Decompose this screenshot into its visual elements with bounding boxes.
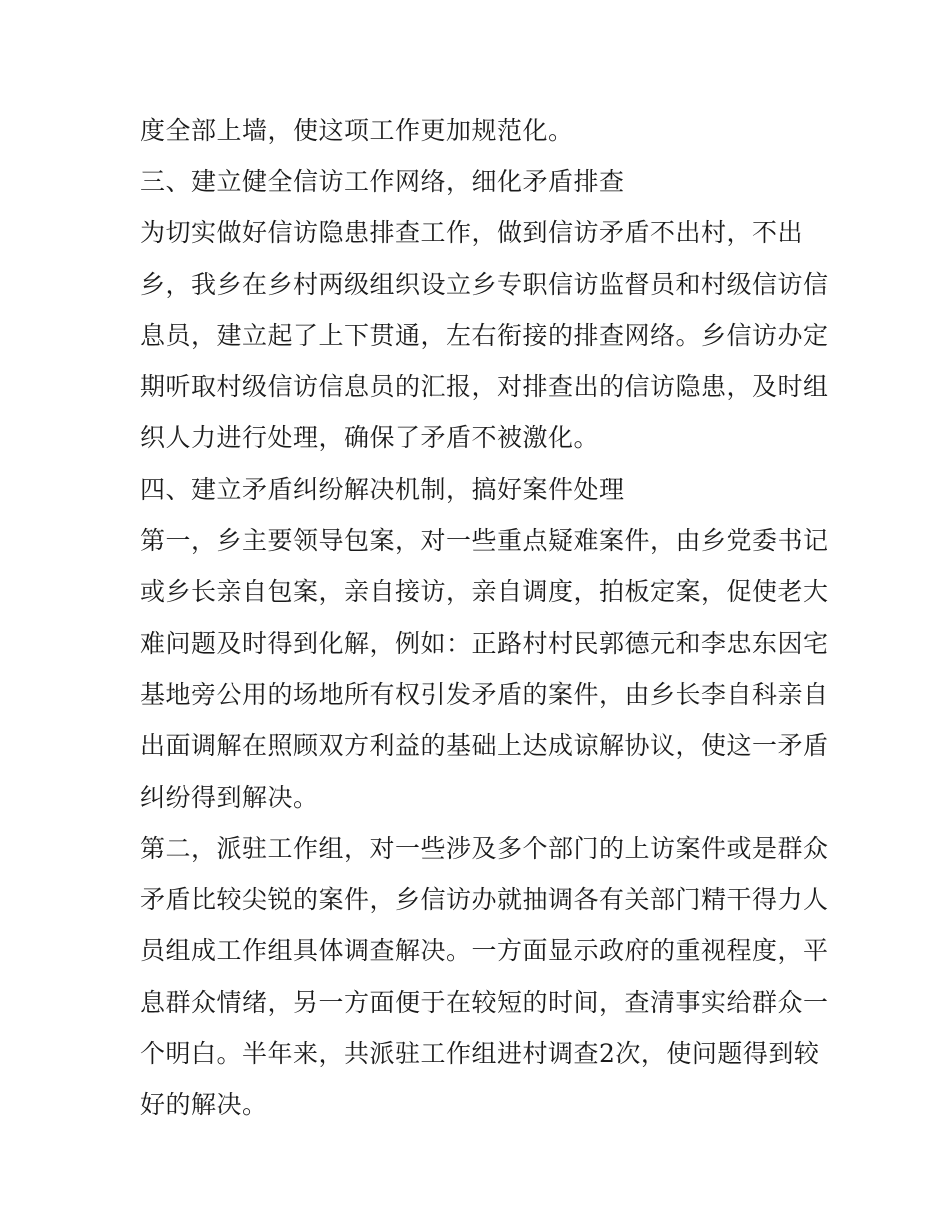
text-line: 期听取村级信访信息员的汇报，对排查出的信访隐患，及时组 [140,372,829,402]
text-line: 织人力进行处理，确保了矛盾不被激化。 [140,423,600,453]
text-line: 难问题及时得到化解，例如：正路村村民郭德元和李忠东因宅 [140,628,829,658]
text-line: 好的解决。 [140,1090,268,1120]
section-heading-4: 四、建立矛盾纠纷解决机制，搞好案件处理 [140,474,625,504]
text-line: 为切实做好信访隐患排查工作，做到信访矛盾不出村，不出 [140,218,804,248]
text-line: 基地旁公用的场地所有权引发矛盾的案件，由乡长李自科亲自 [140,679,829,709]
text-line: 员组成工作组具体调查解决。一方面显示政府的重视程度，平 [140,936,829,966]
text-line: 个明白。半年来，共派驻工作组进村调查2次，使问题得到较 [140,1039,820,1069]
document-page [140,105,829,1131]
text-line: 第二，派驻工作组，对一些涉及多个部门的上访案件或是群众 [140,833,829,863]
text-line: 出面调解在照顾双方利益的基础上达成谅解协议，使这一矛盾 [140,731,829,761]
section-heading-3: 三、建立健全信访工作网络，细化矛盾排查 [140,167,625,196]
text-line: 纠纷得到解决。 [140,782,319,812]
text-line: 度全部上墙，使这项工作更加规范化。 [140,116,574,145]
text-line: 息群众情绪，另一方面便于在较短的时间，查清事实给群众一 [140,987,829,1017]
text-line: 息员，建立起了上下贯通，左右衔接的排查网络。乡信访办定 [140,320,829,350]
text-line: 乡，我乡在乡村两级组织设立乡专职信访监督员和村级信访信 [140,269,829,299]
text-line: 第一，乡主要领导包案，对一些重点疑难案件，由乡党委书记 [140,526,829,556]
text-line: 矛盾比较尖锐的案件，乡信访办就抽调各有关部门精干得力人 [140,885,829,915]
text-line: 或乡长亲自包案，亲自接访，亲自调度，拍板定案，促使老大 [140,577,829,607]
